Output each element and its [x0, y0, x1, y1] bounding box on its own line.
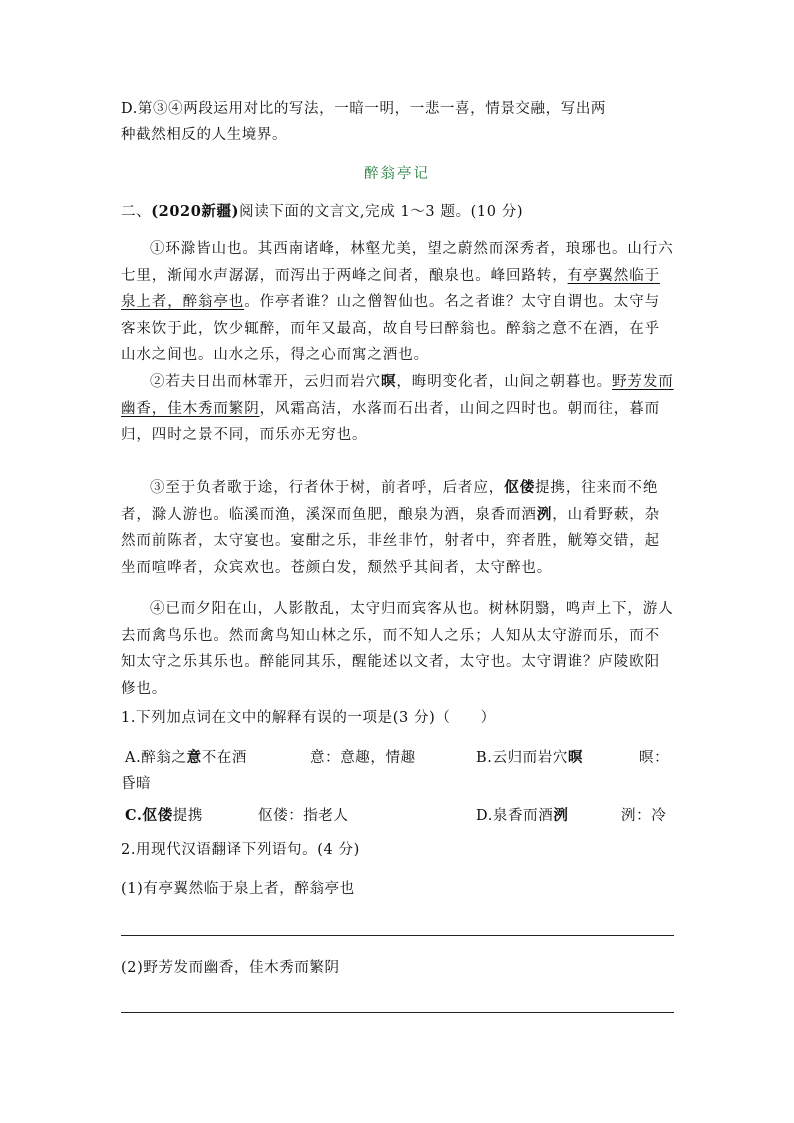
q1-a-pre: A.醉翁之	[125, 750, 187, 766]
p2-underlined: 野芳发而幽香，佳木秀而繁阴	[121, 374, 674, 417]
prev-option-d-line2: 种截然相反的人生境界。	[121, 127, 288, 143]
paragraph-4	[121, 596, 674, 702]
section-heading	[121, 202, 523, 222]
question-2-stem: 2.用现代汉语翻译下列语句。(4 分)	[121, 842, 360, 858]
p1-underlined: 有亭翼然临于泉上者，醉翁亭也	[121, 267, 661, 310]
paragraph-2	[121, 369, 674, 449]
p3-dotted-word-2: 洌	[536, 505, 553, 523]
q1-option-d	[476, 806, 568, 826]
heading-source: (2020新疆)	[151, 203, 240, 220]
answer-line-1[interactable]	[121, 935, 674, 936]
q1-option-b-gloss-2: 昏暗	[121, 776, 152, 792]
q1-option-c-gloss: 伛偻：指老人	[258, 808, 349, 824]
q1-b-word: 暝	[567, 749, 584, 766]
p1-text-b: 。作亭者谁？山之僧智仙也。名之者谁？太守自谓也。太守与客来饮于此，饮少辄醉，而年又最高，故自号曰醉翁也。醉翁之意不在酒，在乎山水之间也。山水之乐，得之心而寓之酒也。	[121, 294, 661, 363]
q1-option-a	[125, 748, 247, 768]
p1-text-a: ①环滁皆山也。其西南诸峰，林壑尤美，望之蔚然而深秀者，琅琊也。山行六七里，渐闻水声潺潺，而泻出于两峰之间者，酿泉也。峰回路转，	[121, 241, 674, 284]
p3-text-b: 提携，往来而不绝者，滁人游也。临溪而渔，溪深而鱼肥，酿泉为酒，泉香而酒	[121, 480, 659, 523]
q1-option-a-gloss: 意：意趣，情趣	[310, 750, 416, 766]
paragraph-1	[121, 236, 674, 369]
p3-text-c: ，山肴野蔌，杂然而前陈者，太守宴也。宴酣之乐，非丝非竹，射者中，弈者胜，觥筹交错，起坐而喧哗者，众宾欢也。苍颜白发，颓然乎其间者，太守醉也。	[121, 506, 661, 576]
q1-c-word: C.伛偻	[125, 807, 173, 824]
q1-option-c	[125, 806, 203, 826]
passage-title: 醉翁亭记	[364, 166, 430, 182]
q1-option-b	[476, 748, 583, 768]
p3-text-a: ③至于负者歌于途，行者休于树，前者呼，后者应，	[150, 480, 505, 496]
q1-d-pre: D.泉香而酒	[476, 808, 554, 824]
q1-b-pre: B.云归而岩穴	[476, 750, 568, 766]
paragraph-3	[121, 475, 674, 581]
answer-line-2[interactable]	[121, 1012, 674, 1013]
q1-a-post: 不在酒	[201, 750, 248, 766]
question-1-stem: 1.下列加点词在文中的解释有误的一项是(3 分)（ ）	[121, 710, 496, 726]
prev-option-d-line1: D.第③④两段运用对比的写法，一暗一明，一悲一喜，情景交融，写出两	[121, 101, 607, 117]
q1-d-word: 洌	[553, 807, 569, 824]
q2-sentence-2: (2)野芳发而幽香，佳木秀而繁阴	[121, 960, 340, 976]
p2-text-a: ②若夫日出而林霏开，云归而岩穴	[150, 374, 381, 390]
p3-dotted-word-1: 伛偻	[504, 479, 536, 496]
heading-prefix: 二、	[121, 204, 152, 220]
q2-sentence-1: (1)有亭翼然临于泉上者，醉翁亭也	[121, 881, 355, 897]
p2-dotted-word: 暝	[381, 373, 397, 390]
heading-text: 阅读下面的文言文,完成 1～3 题。(10 分)	[239, 204, 524, 220]
q1-option-b-gloss: 暝：	[639, 750, 670, 766]
q1-c-post: 提携	[172, 808, 203, 824]
q1-a-word: 意	[186, 749, 202, 766]
p2-text-b: ，晦明变化者，山间之朝暮也。	[396, 374, 613, 390]
p4-text: ④已而夕阳在山，人影散乱，太守归而宾客从也。树林阴翳，鸣声上下，游人去而禽鸟乐也。然而禽鸟知山林之乐，而不知人之乐；人知从太守游而乐，而不知太守之乐其乐也。醉能同其乐，醒能述以文者，太守也。太守谓谁？庐陵欧阳修也。	[121, 601, 674, 697]
q1-option-d-gloss: 洌：冷	[621, 808, 667, 824]
p2-text-c: ，风霜高洁，水落而石出者，山间之四时也。朝而往，暮而归，四时之景不同，而乐亦无穷也。	[121, 400, 661, 443]
